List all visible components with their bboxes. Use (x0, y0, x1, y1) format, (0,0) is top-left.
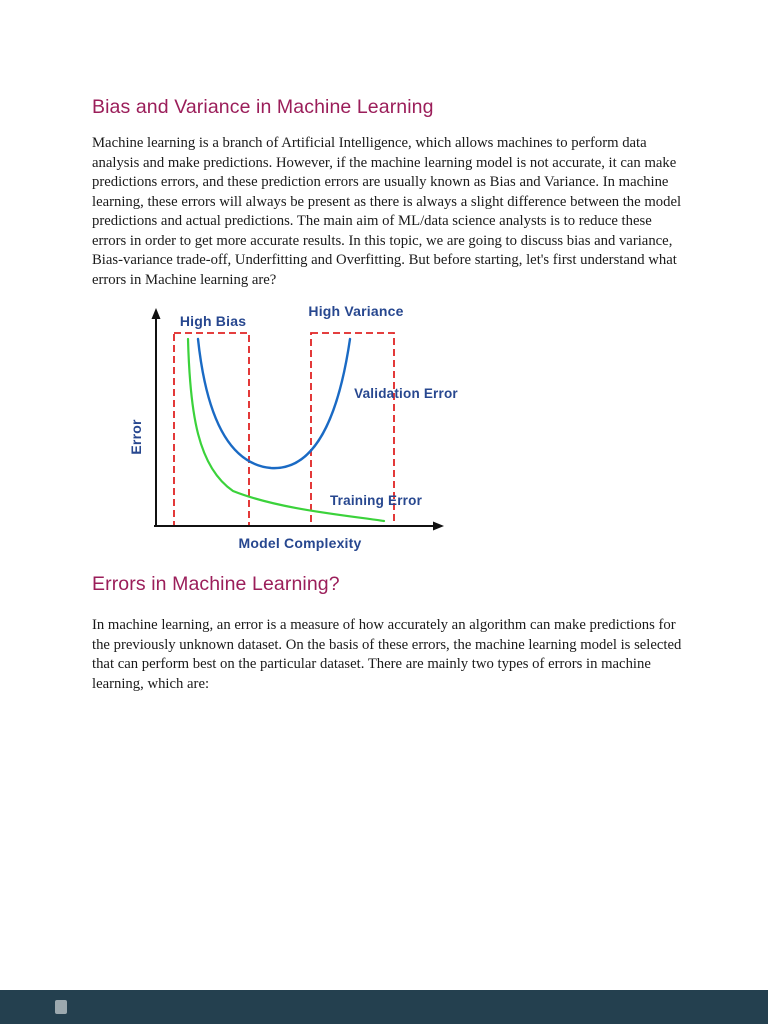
bias-variance-chart-svg (128, 302, 473, 552)
section-paragraph: In machine learning, an error is a measure of how accurately an algorithm can make predictions for the previously unknown dataset. On the basis of these errors, the machine learning model is selected that can perform best on the particular dataset. There are mainly two types of errors in machine learning, which are: (92, 617, 682, 692)
high-bias-region-box (174, 333, 249, 526)
high-bias-label: High Bias (179, 313, 247, 329)
intro-paragraph: Machine learning is a branch of Artificial Intelligence, which allows machines to perform data analysis and make predictions. However, if the machine learning model is not accurate, it can make predictions errors, and these prediction errors are usually known as Bias and Variance. In machine learning, these errors will always be present as there is always a slight difference between the model predictions and actual predictions. The main aim of ML/data science analysts is to reduce these errors in order to get more accurate results. In this topic, we are going to discuss bias and variance, Bias-variance trade-off, Underfitting and Overfitting. But before starting, let's first understand what errors in Machine learning are? (92, 135, 682, 288)
section-heading: Errors in Machine Learning? (92, 573, 340, 595)
bias-variance-chart (128, 302, 473, 552)
viewer-footer-bar (0, 990, 768, 1024)
article-title: Bias and Variance in Machine Learning (92, 96, 434, 118)
x-axis-arrow-icon (433, 522, 444, 531)
validation-error-label: Validation Error (354, 386, 458, 401)
x-axis-label: Model Complexity (238, 535, 362, 551)
y-axis-arrow-icon (152, 308, 161, 319)
footer-logo-icon (55, 1000, 67, 1014)
y-axis-label: Error (128, 419, 144, 455)
validation-error-curve (198, 339, 350, 468)
high-variance-label: High Variance (308, 303, 404, 319)
training-error-label: Training Error (329, 493, 423, 508)
